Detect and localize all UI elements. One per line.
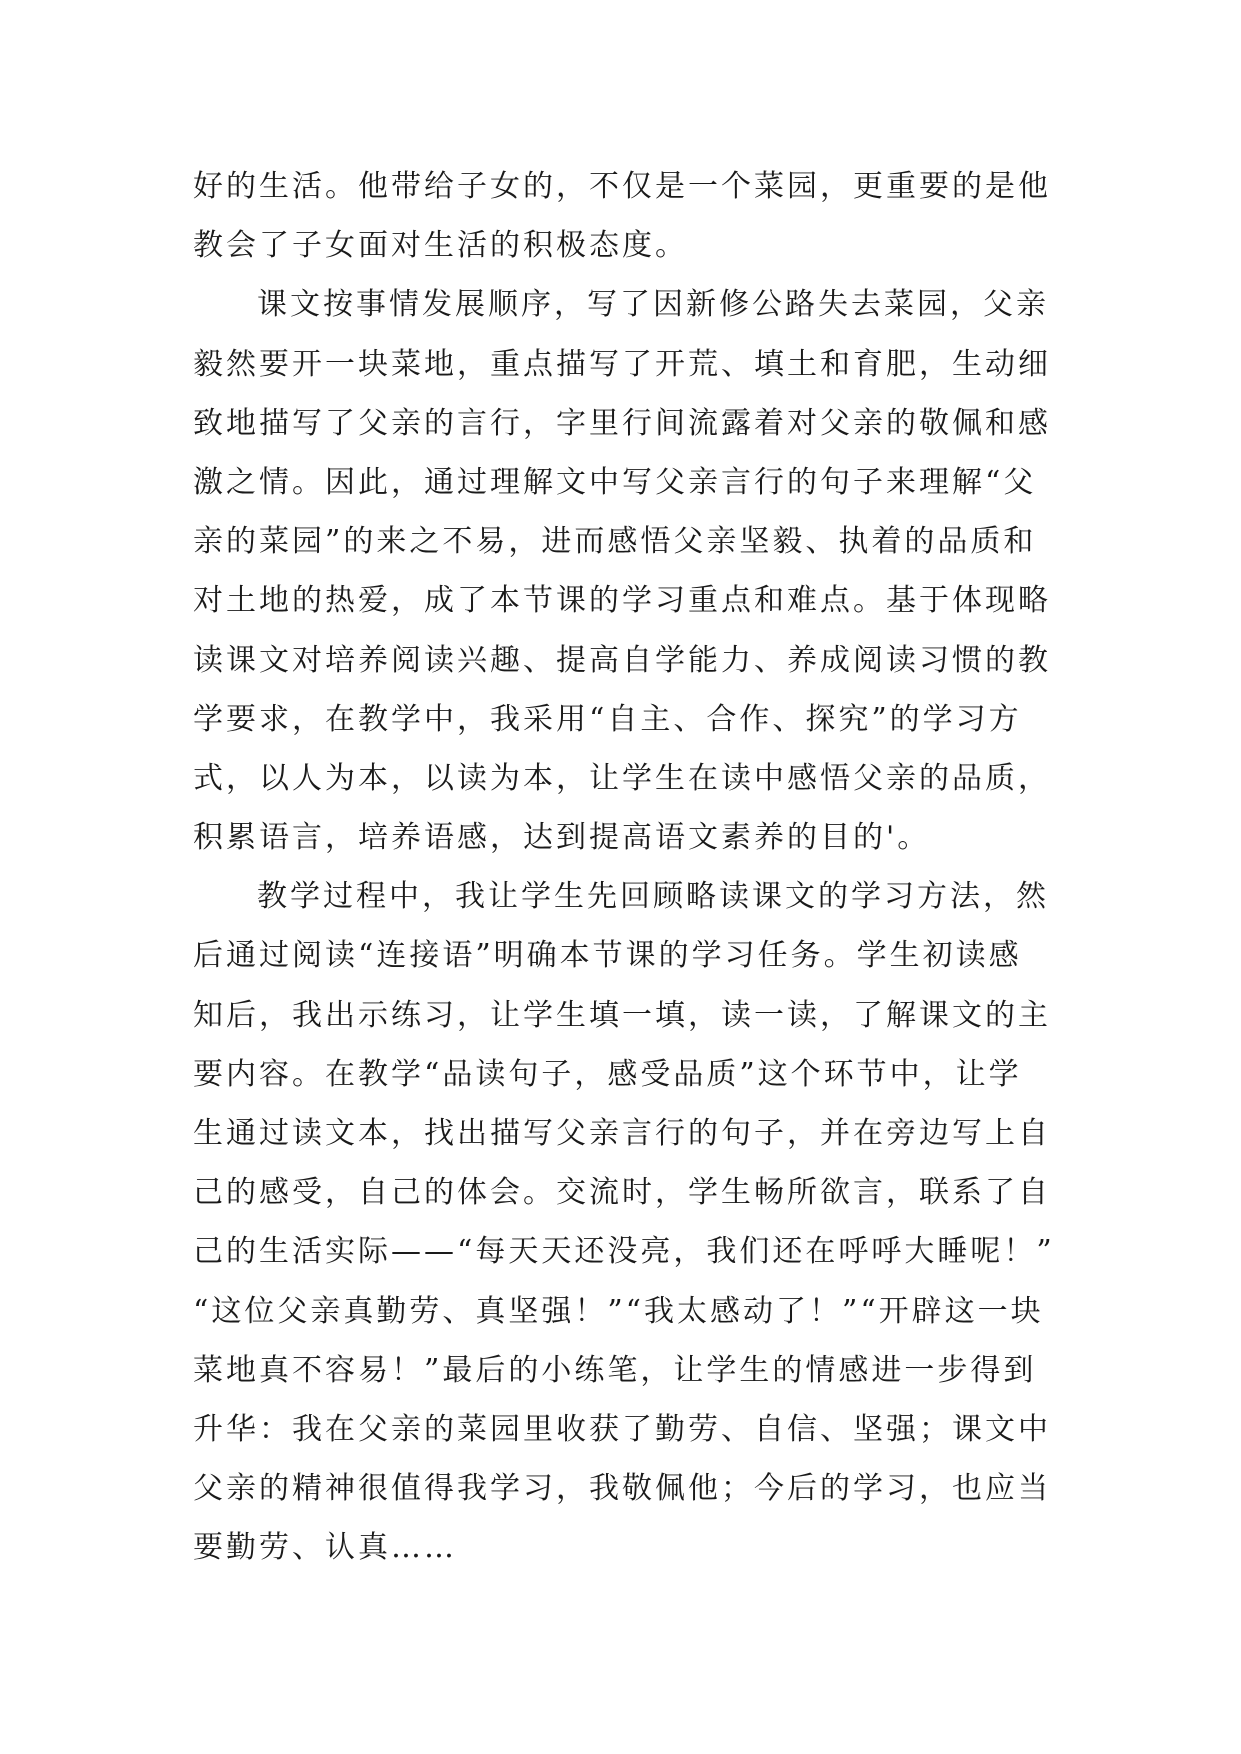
text-line-10: 学要求，在教学中，我采用“自主、合作、探究”的学习方 [193, 701, 1022, 737]
text-line-14: 后通过阅读“连接语”明确本节课的学习任务。学生初读感 [193, 938, 1022, 974]
text-line-22: 升华：我在父亲的菜园里收获了勤劳、自信、坚强；课文中 [193, 1411, 1051, 1447]
body-text [193, 157, 1053, 1578]
text-line-12: 积累语言，培养语感，达到提高语文素养的目的'。 [193, 820, 931, 856]
text-line-17: 生通过读文本，找出描写父亲言行的句子，并在旁边写上自 [193, 1116, 1051, 1151]
text-line-9: 读课文对培养阅读兴趣、提高自学能力、养成阅读习惯的教 [193, 642, 1051, 678]
text-line-4: 毅然要开一块菜地，重点描写了开荒、填土和育肥，生动细 [193, 346, 1051, 382]
text-line-6: 激之情。因此，通过理解文中写父亲言行的句子来理解“父 [193, 464, 1037, 500]
paragraph-2-first-line: 课文按事情发展顺序，写了因新修公路失去菜园，父亲 [257, 287, 1049, 323]
text-line-1: 好的生活。他带给子女的，不仅是一个菜园，更重要的是他 [193, 169, 1051, 204]
text-line-8: 对土地的热爱，成了本节课的学习重点和难点。基于体现略 [193, 583, 1051, 619]
text-line-5: 致地描写了父亲的言行，字里行间流露着对父亲的敬佩和感 [193, 405, 1051, 441]
text-line-19: 己的生活实际——“每天天还没亮，我们还在呼呼大睡呢！” [193, 1234, 1055, 1270]
text-line-24: 要勤劳、认真…… [193, 1530, 457, 1566]
text-line-15: 知后，我出示练习，让学生填一填，读一读，了解课文的主 [193, 997, 1051, 1033]
text-line-21: 菜地真不容易！”最后的小练笔，让学生的情感进一步得到 [193, 1352, 1037, 1388]
paragraph-3-first-line: 教学过程中，我让学生先回顾略读课文的学习方法，然 [257, 879, 1049, 915]
text-line-11: 式，以人为本，以读为本，让学生在读中感悟父亲的品质， [193, 760, 1051, 796]
text-line-2: 教会了子女面对生活的积极态度。 [193, 228, 688, 264]
text-line-20: “这位父亲真勤劳、真坚强！”“我太感动了！”“开辟这一块 [193, 1293, 1044, 1329]
text-line-16: 要内容。在教学“品读句子，感受品质”这个环节中，让学 [193, 1056, 1022, 1092]
text-line-23: 父亲的精神很值得我学习，我敬佩他；今后的学习，也应当 [193, 1471, 1051, 1507]
text-line-18: 己的感受，自己的体会。交流时，学生畅所欲言，联系了自 [193, 1175, 1051, 1211]
text-line-7: 亲的菜园”的来之不易，进而感悟父亲坚毅、执着的品质和 [193, 524, 1037, 560]
